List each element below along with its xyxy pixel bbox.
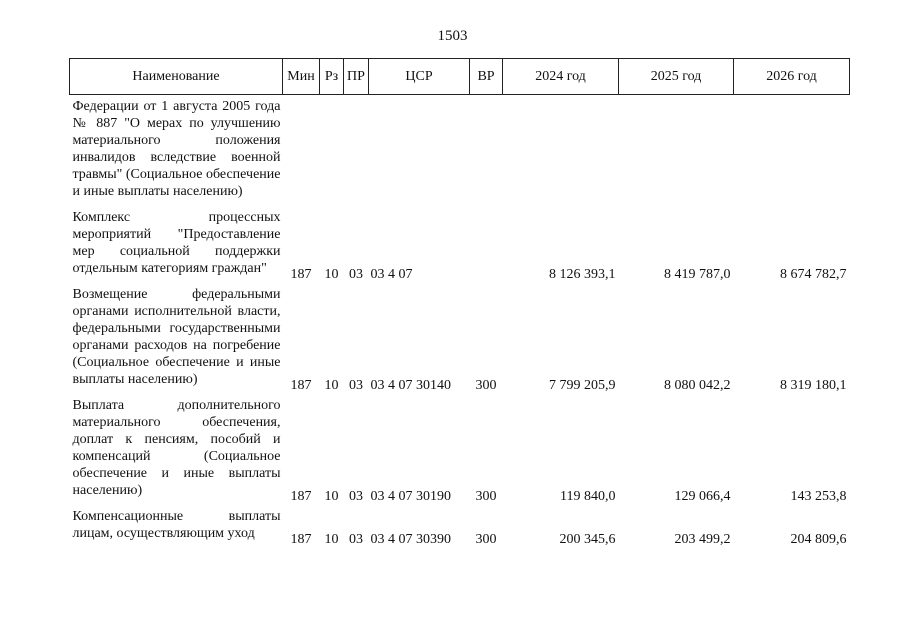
row-pr: 03 <box>349 532 363 547</box>
header-pr: ПР <box>344 59 369 95</box>
row-2024: 200 345,6 <box>559 532 616 547</box>
header-name: Наименование <box>70 59 283 95</box>
table-header <box>70 59 850 95</box>
row-2026: 8 674 782,7 <box>780 267 847 282</box>
row-2024 <box>503 95 619 207</box>
row-2025: 129 066,4 <box>674 489 731 504</box>
row-vr <box>470 95 503 207</box>
row-pr: 03 <box>349 378 363 393</box>
row-2026: 8 319 180,1 <box>780 378 847 393</box>
header-rz: Рз <box>320 59 344 95</box>
row-rz: 10 <box>324 378 339 393</box>
table-row <box>70 95 850 207</box>
row-2024: 119 840,0 <box>560 489 616 504</box>
row-min: 187 <box>290 489 312 504</box>
row-pr: 03 <box>349 267 363 282</box>
row-min: 187 <box>290 378 312 393</box>
row-pr: 03 <box>349 489 363 504</box>
row-pr <box>344 95 369 207</box>
row-csr: 03 4 07 30390 <box>370 532 451 547</box>
row-name: Возмещение федеральными органами исполнительной власти, федеральными государственными органами расходов на погребение (Социальное обеспечение и иные выплаты населению) <box>72 287 281 387</box>
row-min: 187 <box>290 267 312 282</box>
table-row <box>70 394 850 505</box>
row-2025: 8 080 042,2 <box>664 378 731 393</box>
header-csr: ЦСР <box>369 59 470 95</box>
row-vr <box>470 206 503 283</box>
row-rz: 10 <box>324 532 339 547</box>
row-csr: 03 4 07 <box>370 267 413 282</box>
row-2024: 7 799 205,9 <box>549 378 616 393</box>
table-row <box>70 505 850 548</box>
row-min: 187 <box>290 532 312 547</box>
row-csr <box>369 95 470 207</box>
budget-table <box>69 58 850 548</box>
row-csr: 03 4 07 30190 <box>370 489 451 504</box>
row-vr: 300 <box>475 532 497 547</box>
row-2025 <box>619 95 734 207</box>
table-row <box>70 283 850 394</box>
row-name: Компенсационные выплаты лицам, осуществляющим уход <box>72 509 281 541</box>
row-2026: 204 809,6 <box>790 532 847 547</box>
row-min <box>283 95 320 207</box>
header-2024: 2024 год <box>503 59 619 95</box>
header-2026: 2026 год <box>734 59 850 95</box>
row-vr: 300 <box>475 378 497 393</box>
row-name: Комплекс процессных мероприятий "Предоставление мер социальной поддержки отдельным категориям граждан" <box>72 210 281 276</box>
row-2026: 143 253,8 <box>790 489 847 504</box>
table-row <box>70 206 850 283</box>
row-rz: 10 <box>324 267 339 282</box>
row-2025: 203 499,2 <box>674 532 731 547</box>
row-2024: 8 126 393,1 <box>549 267 616 282</box>
row-rz: 10 <box>324 489 339 504</box>
row-2025: 8 419 787,0 <box>664 267 731 282</box>
row-vr: 300 <box>475 489 497 504</box>
row-2026 <box>734 95 850 207</box>
header-vr: ВР <box>470 59 503 95</box>
row-rz <box>320 95 344 207</box>
row-name: Федерации от 1 августа 2005 года № 887 "О мерах по улучшению материального положения инвалидов вследствие военной травмы" (Социальное обеспечение и иные выплаты населению) <box>72 99 281 199</box>
header-2025: 2025 год <box>619 59 734 95</box>
header-min: Мин <box>283 59 320 95</box>
page-number: 1503 <box>437 28 468 44</box>
row-csr: 03 4 07 30140 <box>370 378 451 393</box>
row-name: Выплата дополнительного материального обеспечения, доплат к пенсиям, пособий и компенсаций (Социальное обеспечение и иные выплаты населению) <box>72 398 281 498</box>
